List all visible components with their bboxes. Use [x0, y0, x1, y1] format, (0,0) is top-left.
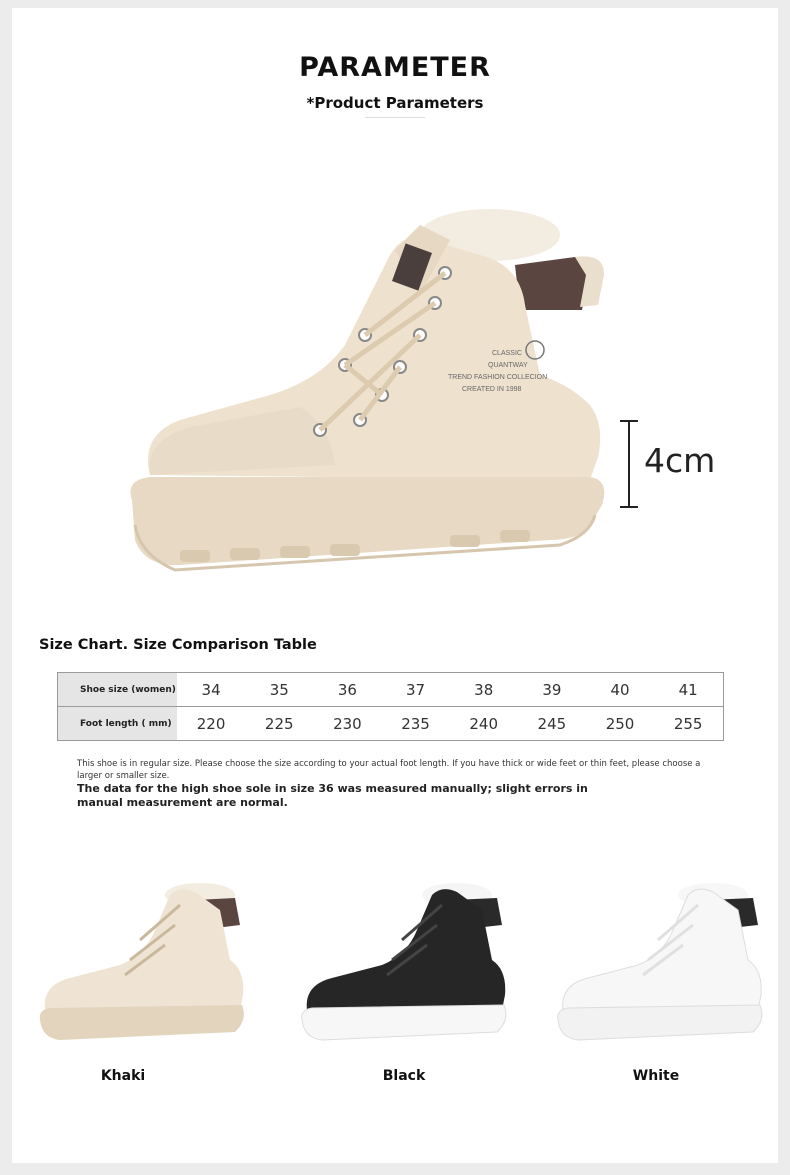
length-cell: 220	[177, 707, 245, 741]
subtitle-divider	[365, 117, 425, 118]
sizing-note: This shoe is in regular size. Please choose the size according to your actual foot length. If you have thick or wide feet or thin feet, please choose a larger or smaller size.	[77, 759, 701, 781]
shoe-print-classic: CLASSIC	[492, 350, 522, 357]
length-cell: 255	[654, 707, 722, 741]
size-cell: 35	[245, 673, 313, 707]
page-subtitle: *Product Parameters	[306, 94, 484, 112]
length-cell: 235	[381, 707, 449, 741]
size-cell: 36	[313, 673, 381, 707]
color-label-white: White	[632, 1068, 680, 1084]
size-chart-table	[57, 672, 724, 741]
size-chart-title: Size Chart. Size Comparison Table	[39, 637, 317, 653]
page-title: PARAMETER	[299, 52, 491, 83]
row-label-shoe-size: Shoe size (women)	[58, 673, 178, 707]
shoe-print-quantway: QUANTWAY	[488, 362, 528, 369]
length-cell: 230	[313, 707, 381, 741]
size-cell: 39	[518, 673, 586, 707]
sole-height-marker	[620, 420, 640, 508]
color-label-khaki: Khaki	[100, 1068, 146, 1084]
white-shoe-image	[548, 870, 768, 1050]
black-shoe-image	[292, 870, 512, 1050]
length-cell: 250	[586, 707, 654, 741]
table-row-shoe-size	[58, 673, 724, 707]
row-label-foot-length: Foot length ( mm)	[58, 707, 178, 741]
shoe-print-trend: TREND FASHION COLLECION	[448, 374, 548, 381]
size-cell: 34	[177, 673, 245, 707]
sole-height-label: 4cm	[644, 441, 716, 480]
length-cell: 225	[245, 707, 313, 741]
size-cell: 38	[450, 673, 518, 707]
size-cell: 41	[654, 673, 722, 707]
length-cell: 240	[450, 707, 518, 741]
color-label-black: Black	[382, 1068, 426, 1084]
measurement-note: The data for the high shoe sole in size 36 was measured manually; slight errors in manual measurement are normal.	[77, 782, 588, 809]
length-cell: 245	[518, 707, 586, 741]
table-row-foot-length	[58, 707, 724, 741]
shoe-print-created: CREATED IN 1998	[462, 386, 522, 393]
size-cell: 40	[586, 673, 654, 707]
size-cell: 37	[381, 673, 449, 707]
hero-shoe-image	[120, 195, 620, 590]
khaki-shoe-image	[30, 870, 250, 1050]
